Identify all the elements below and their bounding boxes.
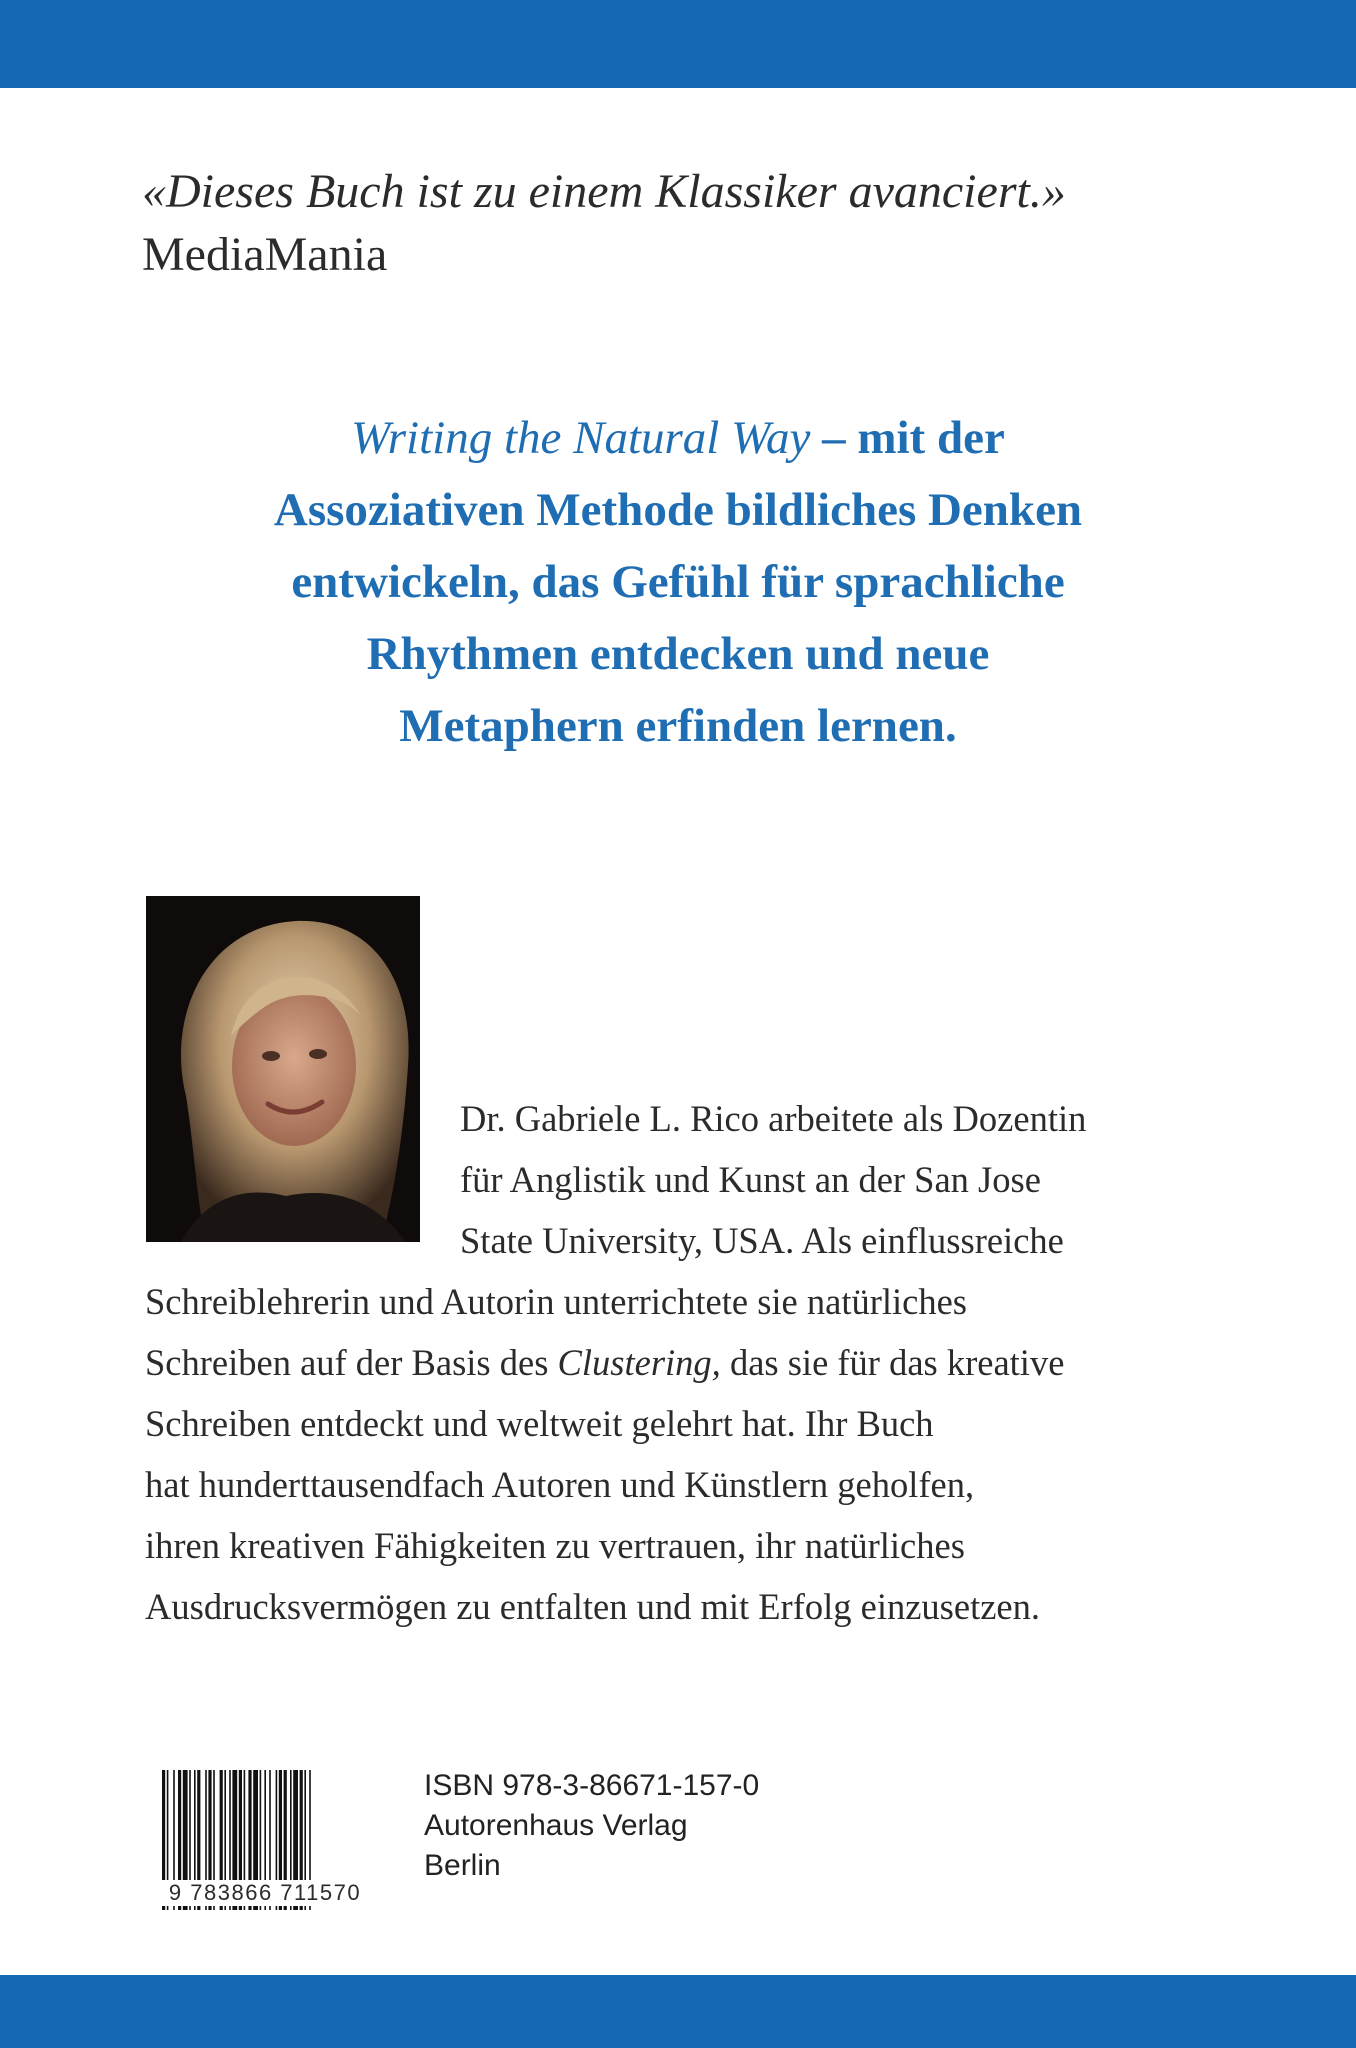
bio-line-7: hat hunderttausendfach Autoren und Künstlern geholfen, <box>145 1464 975 1505</box>
publisher-info <box>424 1766 759 1886</box>
bio-line-3: State University, USA. Als einflussreiche <box>460 1220 1064 1261</box>
author-bio <box>145 1088 1086 1637</box>
book-pitch <box>100 402 1256 762</box>
bio-line-2: für Anglistik und Kunst an der San Jose <box>460 1159 1041 1200</box>
top-color-band <box>0 0 1356 88</box>
quote-source: MediaMania <box>142 228 388 282</box>
bio-line-5 <box>145 1332 1086 1393</box>
isbn-text: ISBN 978-3-86671-157-0 <box>424 1769 760 1802</box>
bio-line-5-b: das sie für das kreative <box>720 1342 1065 1383</box>
bio-line-1: Dr. Gabriele L. Rico arbeitete als Dozentin <box>460 1098 1087 1139</box>
pitch-line-2: Assoziativen Methode bildliches Denken <box>273 484 1083 536</box>
pitch-line-3: entwickeln, das Gefühl für sprachliche <box>291 556 1065 608</box>
bio-line-8: ihren kreativen Fähigkeiten zu vertrauen, ihr natürliches <box>145 1525 965 1566</box>
bio-clustering-term: Clustering, <box>557 1342 721 1383</box>
pitch-line-1-rest: – mit der <box>810 412 1005 464</box>
pitch-title: Writing the Natural Way <box>351 412 811 464</box>
review-quote <box>142 160 1066 287</box>
bio-line-6: Schreiben entdeckt und weltweit gelehrt hat. Ihr Buch <box>145 1403 934 1444</box>
bio-line-4: Schreiblehrerin und Autorin unterrichtete sie natürliches <box>145 1281 967 1322</box>
publisher-name: Autorenhaus Verlag <box>424 1809 688 1842</box>
pitch-line-5: Metaphern erfinden lernen. <box>399 700 957 752</box>
bio-line-9: Ausdrucksvermögen zu entfalten und mit Erfolg einzusetzen. <box>145 1586 1040 1627</box>
bio-line-5-a: Schreiben auf der Basis des <box>145 1342 558 1383</box>
pitch-line-1 <box>100 402 1256 474</box>
quote-text: «Dieses Buch ist zu einem Klassiker avanciert.» <box>142 165 1066 218</box>
barcode-digits: 9 783866 711570 <box>160 1880 370 1906</box>
bottom-color-band <box>0 1975 1356 2048</box>
publisher-city: Berlin <box>424 1849 501 1882</box>
pitch-line-4: Rhythmen entdecken und neue <box>366 628 990 680</box>
